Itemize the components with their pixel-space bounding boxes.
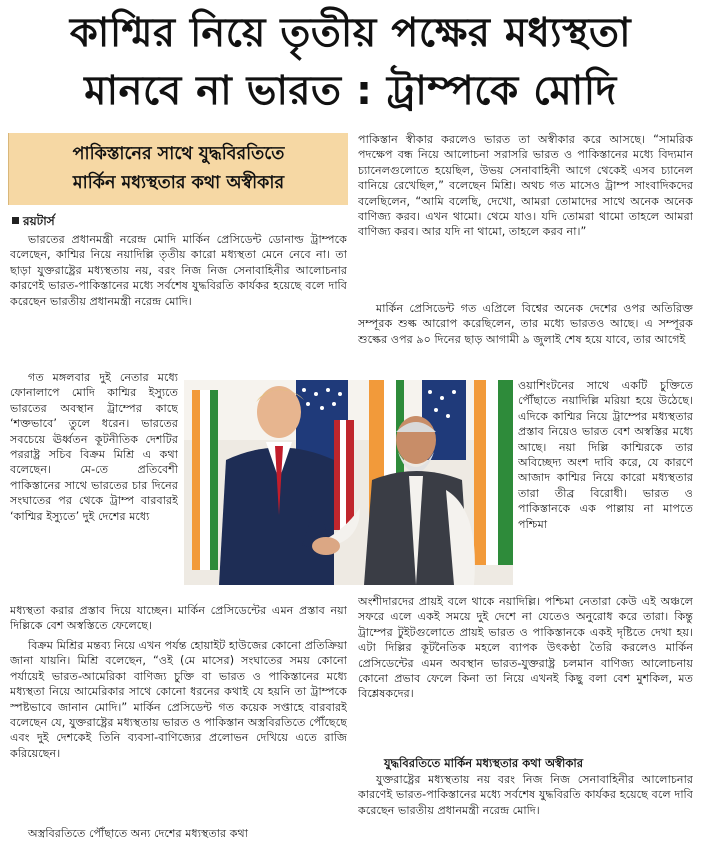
byline-text: রয়টার্স (23, 214, 55, 228)
leaders-handshake-photo (184, 380, 513, 585)
left-paragraph-1: ভারতের প্রধানমন্ত্রী নরেন্দ্র মোদি মার্কিন প্রেসিডেন্ট ডোনাল্ড ট্রাম্পকে বলেছেন, কাশ্মির নিয়ে নয়াদিল্লি তৃতীয় কারো মধ্যস্থতা মেনে নেবে না। তা ছাড়া যুক্তরাষ্ট্রের মধ্যস্থতায় নয়, বরং নিজ নিজ সেনাবাহিনীর আলোচনার কারণেই ভারত-পাকিস্তানের মধ্যে সর্বশেষ যুদ্ধবিরতি কার্যকর হয়েছে বলে দাবি করেছেন ভারতীয় প্রধানমন্ত্রী নরেন্দ্র মোদি। (10, 233, 347, 308)
subheadline-line-2: মার্কিন মধ্যস্থতার কথা অস্বীকার (72, 173, 285, 193)
right-paragraph-2-continued: অংশীদারদের প্রায়ই বলে থাকে নয়াদিল্লি। পশ্চিমা নেতারা কেউ এই অঞ্চলে সফরে এলে একই সময়ে দুই দেশে না যেতেও অনুরোধ করে তারা। কিন্তু ট্রাম্পের টুইটগুলোতে প্রায়ই ভারত ও পাকিস্তানকে একই দৃষ্টিতে দেখা হয়। এটা দিল্লির কূটনৈতিক মহলে ব্যাপক উৎকণ্ঠা তৈরি করলেও মার্কিন প্রেসিডেন্টের এমন অবস্থান ভারত-যুক্তরাষ্ট্র চলমান বাণিজ্য আলোচনায় কোনো প্রভাব ফেলে কিনা তা নিয়ে এখনই কিছু বলা বেশ মুশকিল, মত বিশ্লেষকদের। (358, 595, 693, 701)
handshake-hands (312, 537, 340, 555)
flag-india-right (474, 380, 513, 565)
left-paragraph-2-continued: মধ্যস্থতা করার প্রস্তাব দিয়ে যাচ্ছেন। মার্কিন প্রেসিডেন্টের এমন প্রস্তাব নয়া দিল্লিকে বেশ অস্বস্তিতে ফেলেছে। (10, 604, 347, 633)
byline (12, 212, 55, 230)
byline-bullet-icon (12, 217, 19, 224)
handshake-illustration (184, 380, 513, 585)
inline-subheading: যুদ্ধবিরতিতে মার্কিন মধ্যস্থতার কথা অস্বীকার (384, 756, 584, 770)
right-paragraph-2: মার্কিন প্রেসিডেন্ট গত এপ্রিলে বিশ্বের অনেক দেশের ওপর অতিরিক্ত সম্পূরক শুল্ক আরোপ করেছিলেন, তার মধ্যে ভারতও আছে। এ সম্পূরক শুল্কের ওপর ৯০ দিনের ছাড় আগামী ৯ জুলাই শেষ হয়ে যাবে, তার আগেই (358, 302, 693, 346)
headline-line-2: মানবে না ভারত : ট্রাম্পকে মোদি (84, 68, 617, 114)
headline-line-1: কাশ্মির নিয়ে তৃতীয় পক্ষের মধ্যস্থতা (69, 10, 632, 56)
subheadline-line-1: পাকিস্তানের সাথে যুদ্ধবিরতিতে (72, 144, 285, 164)
right-paragraph-3: যুক্তরাষ্ট্রের মধ্যস্থতায় নয় বরং নিজ নিজ সেনাবাহিনীর আলোচনার কারণেই ভারত-পাকিস্তানের মধ্যে সর্বশেষ যুদ্ধবিরতি কার্যকর হয়েছে বলে দাবি করেছেন ভারতীয় প্রধানমন্ত্রী নরেন্দ্র মোদি। (358, 773, 693, 817)
left-paragraph-2: গত মঙ্গলবার দুই নেতার মধ্যে ফোনালাপে মোদি কাশ্মির ইস্যুতে ভারতের অবস্থান ট্রাম্পের কাছে ‘শক্তভাবে’ তুলে ধরেন। ভারতের সবচেয়ে ঊর্ধ্বতন কূটনীতিক দেশটির পররাষ্ট্র সচিব বিক্রম মিশ্রি এ কথা বলেছেন। মে-তে প্রতিবেশী পাকিস্তানের সাথে ভারতের চার দিনের সংঘাতের পর থেকে ট্রাম্প বারবারই ‘কাশ্মির ইস্যুতে’ দুই দেশের মধ্যে (10, 371, 178, 523)
subheadline-box (8, 133, 348, 205)
flag-india-left (192, 390, 218, 570)
right-paragraph-1: পাকিস্তান স্বীকার করলেও ভারত তা অস্বীকার করে আসছে। “সামরিক পদক্ষেপ বন্ধ নিয়ে আলোচনা সরাসরি ভারত ও পাকিস্তানের মধ্যে বিদ্যমান চ্যানেলগুলোতে হয়েছিল, উভয় সেনাবাহিনী আগে থেকেই এসব চ্যানেল বানিয়ে রেখেছিল,” বলেছেন মিশ্রি। অথচ গত মাসেও ট্রাম্প সাংবাদিকদের বলেছিলেন, “আমি বলেছি, দেখো, আমরা তোমাদের সাথে অনেক অনেক বাণিজ্য করব। এখন থামো। থেমে যাও। যদি তোমরা থামো তাহলে আমরা বাণিজ্য করব। আর যদি না থামো, তাহলে করব না।” (358, 133, 693, 239)
page-headline (0, 4, 701, 120)
right-paragraph-2-side: ওয়াশিংটনের সাথে একটি চুক্তিতে পৌঁছাতে নয়াদিল্লি মরিয়া হয়ে উঠেছে। এদিকে কাশ্মির নিয়ে ট্রাম্পের মধ্যস্থতার প্রস্তাব নিয়েও ভারত বেশ অস্বস্তির মধ্যে আছে। নয়া দিল্লি কাশ্মিরকে তার অবিচ্ছেদ্য অংশ দাবি করে, যে কারণে আজাদ কাশ্মির নিয়ে কারো মধ্যস্থতার তারা তীব্র বিরোধী। ভারত ও পাকিস্তানকে এক পাল্লায় না মাপতে পশ্চিমা (518, 379, 693, 531)
left-paragraph-4: অস্ত্রবিরতিতে পৌঁছাতে অন্য দেশের মধ্যস্থতার কথা (28, 827, 249, 840)
left-paragraph-3: বিক্রম মিশ্রির মন্তব্য নিয়ে এখন পর্যন্ত হোয়াইট হাউজের কোনো প্রতিক্রিয়া জানা যায়নি। মিশ্রি বলেছেন, “ওই (মে মাসের) সংঘাতের সময় কোনো পর্যায়েই ভারত-আমেরিকা বাণিজ্য চুক্তি বা ভারত ও পাকিস্তানের মধ্যে মধ্যস্থতা নিয়ে আমেরিকার সাথে কোনো ধরনের কথাই যে হয়নি তা ট্রাম্পকে স্পষ্টভাবে জানান মোদি।” মার্কিন প্রেসিডেন্ট গত কয়েক সপ্তাহে বারবারই বলেছেন যে, যুক্তরাষ্ট্রের মধ্যস্থতায় ভারত ও পাকিস্তান অস্ত্রবিরতিতে পৌঁছেছে এবং দুই দেশকেই তিনি ব্যবসা-বাণিজ্যের প্রলোভন দেখিয়ে এতে রাজি করিয়েছেন। (10, 639, 347, 760)
